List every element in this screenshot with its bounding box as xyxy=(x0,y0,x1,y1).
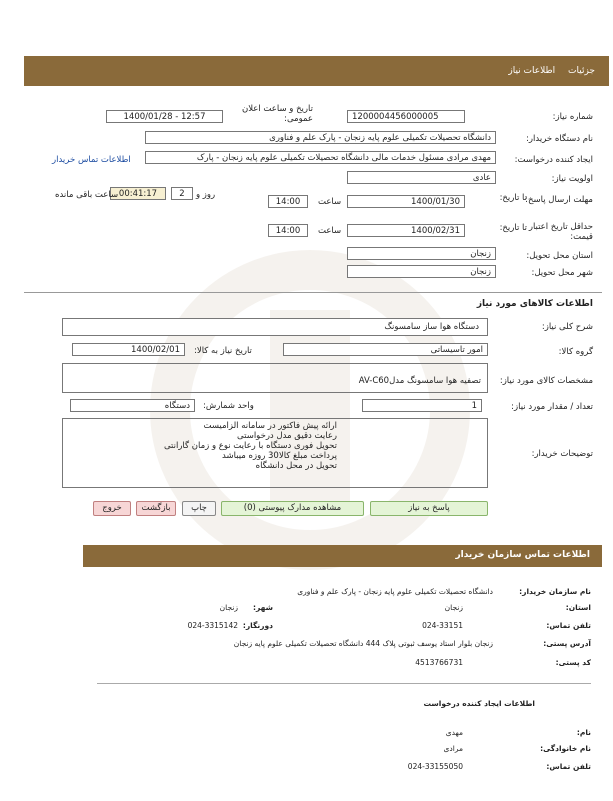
tab-details[interactable]: جزئیات xyxy=(568,66,595,76)
need-date-field: 1400/02/01 xyxy=(72,343,185,356)
requester-phone-label: تلفن تماس: xyxy=(546,762,591,771)
spec-line-1: تصفیه هوا سامسونگ مدلAV-C60 xyxy=(358,376,481,386)
days-field: 2 xyxy=(171,187,193,200)
contact-header-bar xyxy=(83,545,602,567)
announce-field: 1400/01/28 - 12:57 xyxy=(106,110,223,123)
contact-postal-label: کد پستی: xyxy=(555,658,591,667)
tab-need-info[interactable]: اطلاعات نیاز xyxy=(508,66,556,76)
announce-label: تاریخ و ساعت اعلان عمومی: xyxy=(241,104,313,124)
requester-name-label: نام: xyxy=(576,728,591,737)
contact-city-value: زنجان xyxy=(219,603,238,612)
remaining-label: ساعت باقی مانده xyxy=(55,190,119,200)
requester-family-value: مرادی xyxy=(443,744,463,753)
section-divider xyxy=(24,292,602,293)
group-label: گروه کالا: xyxy=(558,347,593,357)
buyer-contact-link[interactable]: اطلاعات تماس خریدار xyxy=(52,155,131,165)
requester-title: اطلاعات ایجاد کننده درخواست xyxy=(423,699,535,708)
contact-org-label: نام سازمان خریدار: xyxy=(519,587,591,596)
contact-org-value: دانشگاه تحصیلات تکمیلی علوم پایه زنجان - پارک علم و فناوری xyxy=(297,587,493,596)
creator-label: ایجاد کننده درخواست: xyxy=(514,155,593,165)
view-attachments-button[interactable]: مشاهده مدارک پیوستی (0) xyxy=(221,501,364,516)
deadline-until-label: تا تاریخ: xyxy=(499,193,527,203)
validity-time-label: ساعت xyxy=(318,226,342,236)
general-desc-field: دستگاه هوا ساز سامسونگ xyxy=(62,318,488,336)
print-button[interactable]: چاپ xyxy=(182,501,216,516)
contact-province-value: زنجان xyxy=(444,603,463,612)
exit-button[interactable]: خروج xyxy=(93,501,131,516)
qty-label: تعداد / مقدار مورد نیاز: xyxy=(511,402,593,412)
buyer-notes-field: ارائه پیش فاکتور در سامانه الزامیست رعایت دقیق مدل درخواستی تحویل فوری دستگاه با رعایت نوع و زمان گارانتی پرداخت مبلغ کالا30 روزه میباشد تحویل در محل دانشگاه xyxy=(62,418,488,488)
group-field: امور تاسیساتی xyxy=(283,343,488,356)
deadline-label: مهلت ارسال پاسخ: xyxy=(525,195,593,205)
general-desc-label: شرح کلی نیاز: xyxy=(541,322,593,332)
goods-section-title: اطلاعات کالاهای مورد نیاز xyxy=(476,299,593,309)
remaining-time-field: 00:41:17 xyxy=(110,187,166,200)
requester-name-value: مهدی xyxy=(445,728,463,737)
validity-until-label: تا تاریخ: xyxy=(499,223,527,233)
province-label: استان محل تحویل: xyxy=(526,251,593,261)
need-number-label: شماره نیاز: xyxy=(552,112,593,122)
contact-city-label: شهر: xyxy=(253,603,273,612)
deadline-time-label: ساعت xyxy=(318,197,342,207)
contact-fax-label: دورنگار: xyxy=(242,621,273,630)
city-field: زنجان xyxy=(347,265,496,278)
days-label: روز و xyxy=(196,190,216,200)
contact-divider xyxy=(97,683,591,684)
city-label: شهر محل تحویل: xyxy=(531,268,593,278)
requester-phone-value: 024-33155050 xyxy=(407,762,463,771)
province-field: زنجان xyxy=(347,247,496,260)
top-tab-bar xyxy=(24,56,609,86)
back-button[interactable]: بازگشت xyxy=(136,501,176,516)
validity-time-field: 14:00 xyxy=(268,224,308,237)
unit-label: واحد شمارش: xyxy=(203,401,254,411)
contact-phone-label: تلفن تماس: xyxy=(546,621,591,630)
reply-button[interactable]: پاسخ به نیاز xyxy=(370,501,488,516)
contact-address-value: زنجان بلوار استاد یوسف ثبوتی پلاک 444 دانشگاه تحصیلات تکمیلی علوم پایه زنجان xyxy=(233,639,493,648)
contact-province-label: استان: xyxy=(565,603,591,612)
priority-field: عادی xyxy=(347,171,496,184)
buyer-org-label: نام دستگاه خریدار: xyxy=(526,134,593,144)
spec-label: مشخصات کالای مورد نیاز: xyxy=(499,376,593,386)
validity-date-field: 1400/02/31 xyxy=(347,224,465,237)
contact-fax-value: 024-3315142 xyxy=(187,621,238,630)
contact-phone-value: 024-33151 xyxy=(422,621,463,630)
priority-label: اولویت نیاز: xyxy=(551,174,593,184)
qty-field: 1 xyxy=(362,399,482,412)
deadline-time-field: 14:00 xyxy=(268,195,308,208)
price-validity-label: حداقل تاریخ اعتبار قیمت: xyxy=(528,222,593,242)
creator-field: مهدی مرادی مسئول خدمات مالی دانشگاه تحصیلات تکمیلی علوم پایه زنجان - پارک xyxy=(145,151,496,164)
buyer-org-field: دانشگاه تحصیلات تکمیلی علوم پایه زنجان - پارک علم و فناوری xyxy=(145,131,496,144)
unit-field: دستگاه xyxy=(70,399,195,412)
contact-address-label: آدرس پستی: xyxy=(543,639,591,648)
contact-postal-value: 4513766731 xyxy=(415,658,463,667)
spec-field xyxy=(62,363,488,393)
need-number-field: 1200004456000005 xyxy=(347,110,465,123)
requester-family-label: نام خانوادگی: xyxy=(540,744,591,753)
deadline-date-field: 1400/01/30 xyxy=(347,195,465,208)
buyer-notes-label: توضیحات خریدار: xyxy=(531,449,593,459)
contact-title: اطلاعات تماس سازمان خریدار xyxy=(455,550,590,560)
need-date-label: تاریخ نیاز به کالا: xyxy=(194,346,252,356)
